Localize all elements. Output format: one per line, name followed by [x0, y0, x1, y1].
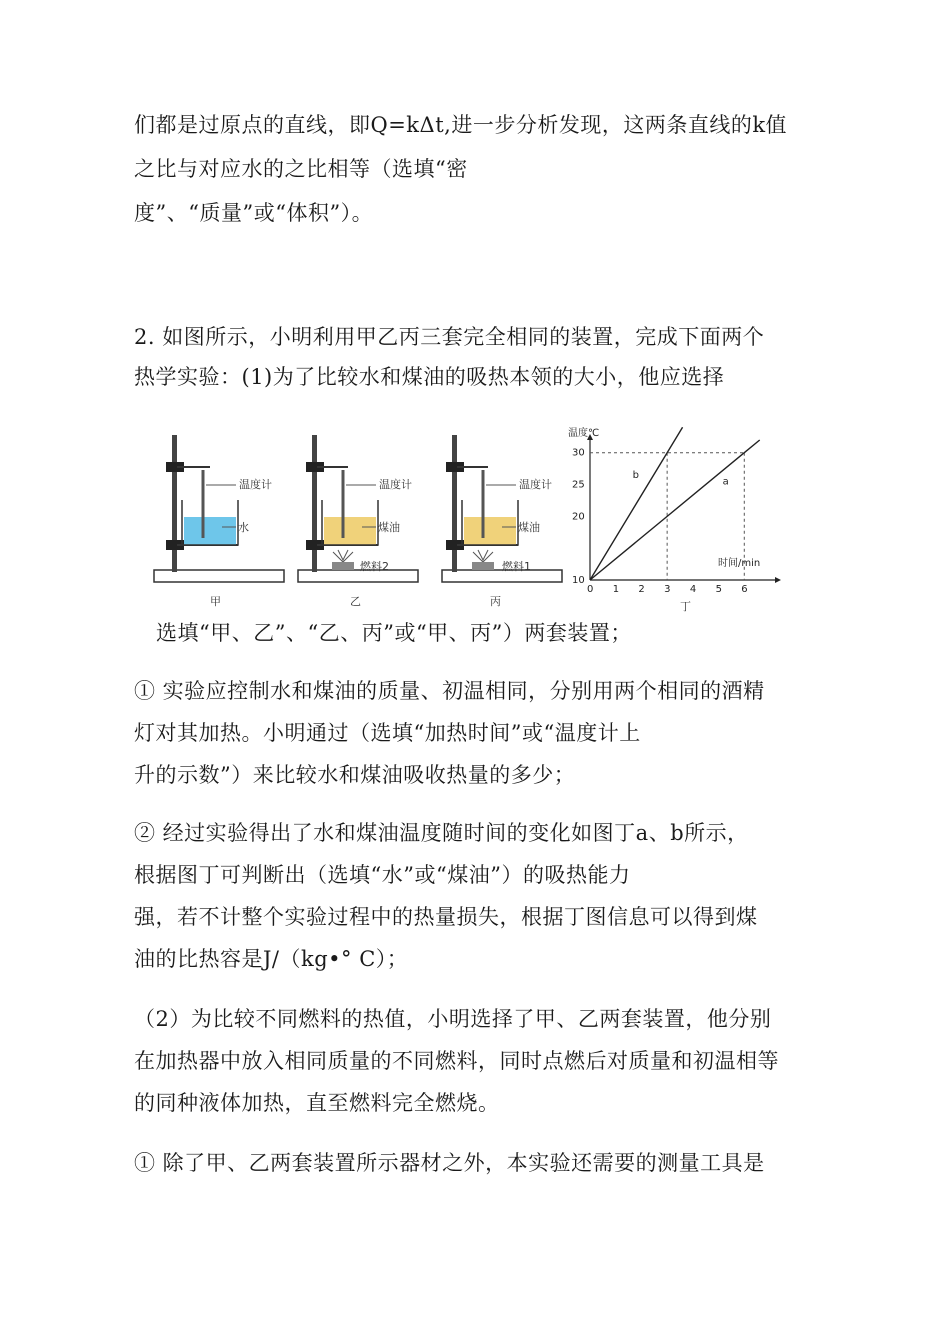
y-tick-label: 10: [572, 575, 585, 586]
text-line: 在加热器中放入相同质量的不同燃料，同时点燃后对质量和初温相等: [134, 1049, 779, 1073]
question-2-title: 2. 如图所示，小明利用甲乙丙三套完全相同的装置，完成下面两个: [134, 325, 765, 349]
y-tick-label: 20: [572, 511, 585, 523]
text-line: 升的示数”）来比较水和煤油吸收热量的多少；: [134, 763, 576, 787]
text-line: 的同种液体加热，直至燃料完全燃烧。: [134, 1091, 500, 1115]
series-label-b: b: [632, 470, 639, 482]
label-bing: 丙: [490, 595, 501, 608]
text-line: 选填“甲、乙”、“乙、丙”或“甲、丙”）两套装置；: [156, 621, 632, 645]
x-tick-label: 5: [715, 584, 722, 595]
text-line: ① 除了甲、乙两套装置所示器材之外，本实验还需要的测量工具是: [134, 1151, 765, 1175]
label-fuel-2: 燃料2: [360, 560, 389, 573]
x-tick-label: 4: [689, 584, 697, 595]
apparatus-yi: [298, 435, 418, 608]
label-kerosene: 煤油: [518, 521, 540, 534]
text-line: 强，若不计整个实验过程中的热量损失，根据丁图信息可以得到煤: [134, 905, 758, 929]
label-kerosene: 煤油: [378, 521, 400, 534]
text-line: 热学实验：(1)为了比较水和煤油的吸热本领的大小，他应选择: [134, 365, 725, 389]
x-tick-label: 0: [587, 584, 594, 595]
graph-ding: [568, 426, 781, 613]
text-line: ① 实验应控制水和煤油的质量、初温相同，分别用两个相同的酒精: [134, 679, 765, 703]
y-tick-label: 25: [572, 479, 585, 491]
label-fuel-1: 燃料1: [502, 560, 531, 573]
text-line: ② 经过实验得出了水和煤油温度随时间的变化如图丁a、b所示，: [134, 821, 749, 845]
label-water: 水: [238, 521, 249, 534]
label-thermometer: 温度计: [239, 478, 272, 491]
label-thermometer: 温度计: [379, 478, 412, 491]
text-line: 度”、“质量”或“体积”）。: [134, 201, 374, 225]
apparatus-bing: [442, 435, 562, 608]
text-line: （2）为比较不同燃料的热值，小明选择了甲、乙两套装置，他分别: [134, 1007, 772, 1031]
label-thermometer: 温度计: [519, 478, 552, 491]
text-line: 根据图丁可判断出（选填“水”或“煤油”）的吸热能力: [134, 863, 631, 887]
x-tick-label: 6: [741, 584, 748, 595]
x-tick-label: 2: [638, 584, 645, 595]
y-axis-label: 温度℃: [568, 428, 600, 439]
x-tick-label: 1: [612, 584, 620, 595]
label-ding: 丁: [680, 600, 691, 613]
text-line: 之比与对应水的之比相等（选填“密: [134, 157, 468, 181]
y-tick-label: 30: [572, 447, 585, 459]
series-line-b: [590, 427, 683, 580]
series-label-a: a: [722, 476, 729, 488]
apparatus-jia: [154, 435, 284, 608]
experiment-figure: [150, 420, 790, 620]
x-tick-label: 3: [664, 584, 671, 595]
x-axis-label: 时间/min: [718, 558, 761, 569]
text-line: 们都是过原点的直线，即Q=kΔt,进一步分析发现，这两条直线的k值: [134, 113, 788, 137]
label-yi: 乙: [350, 595, 361, 608]
text-line: 油的比热容是J/（kg•° C）；: [134, 947, 409, 971]
label-jia: 甲: [210, 595, 221, 608]
text-line: 灯对其加热。小明通过（选填“加热时间”或“温度计上: [134, 721, 641, 745]
